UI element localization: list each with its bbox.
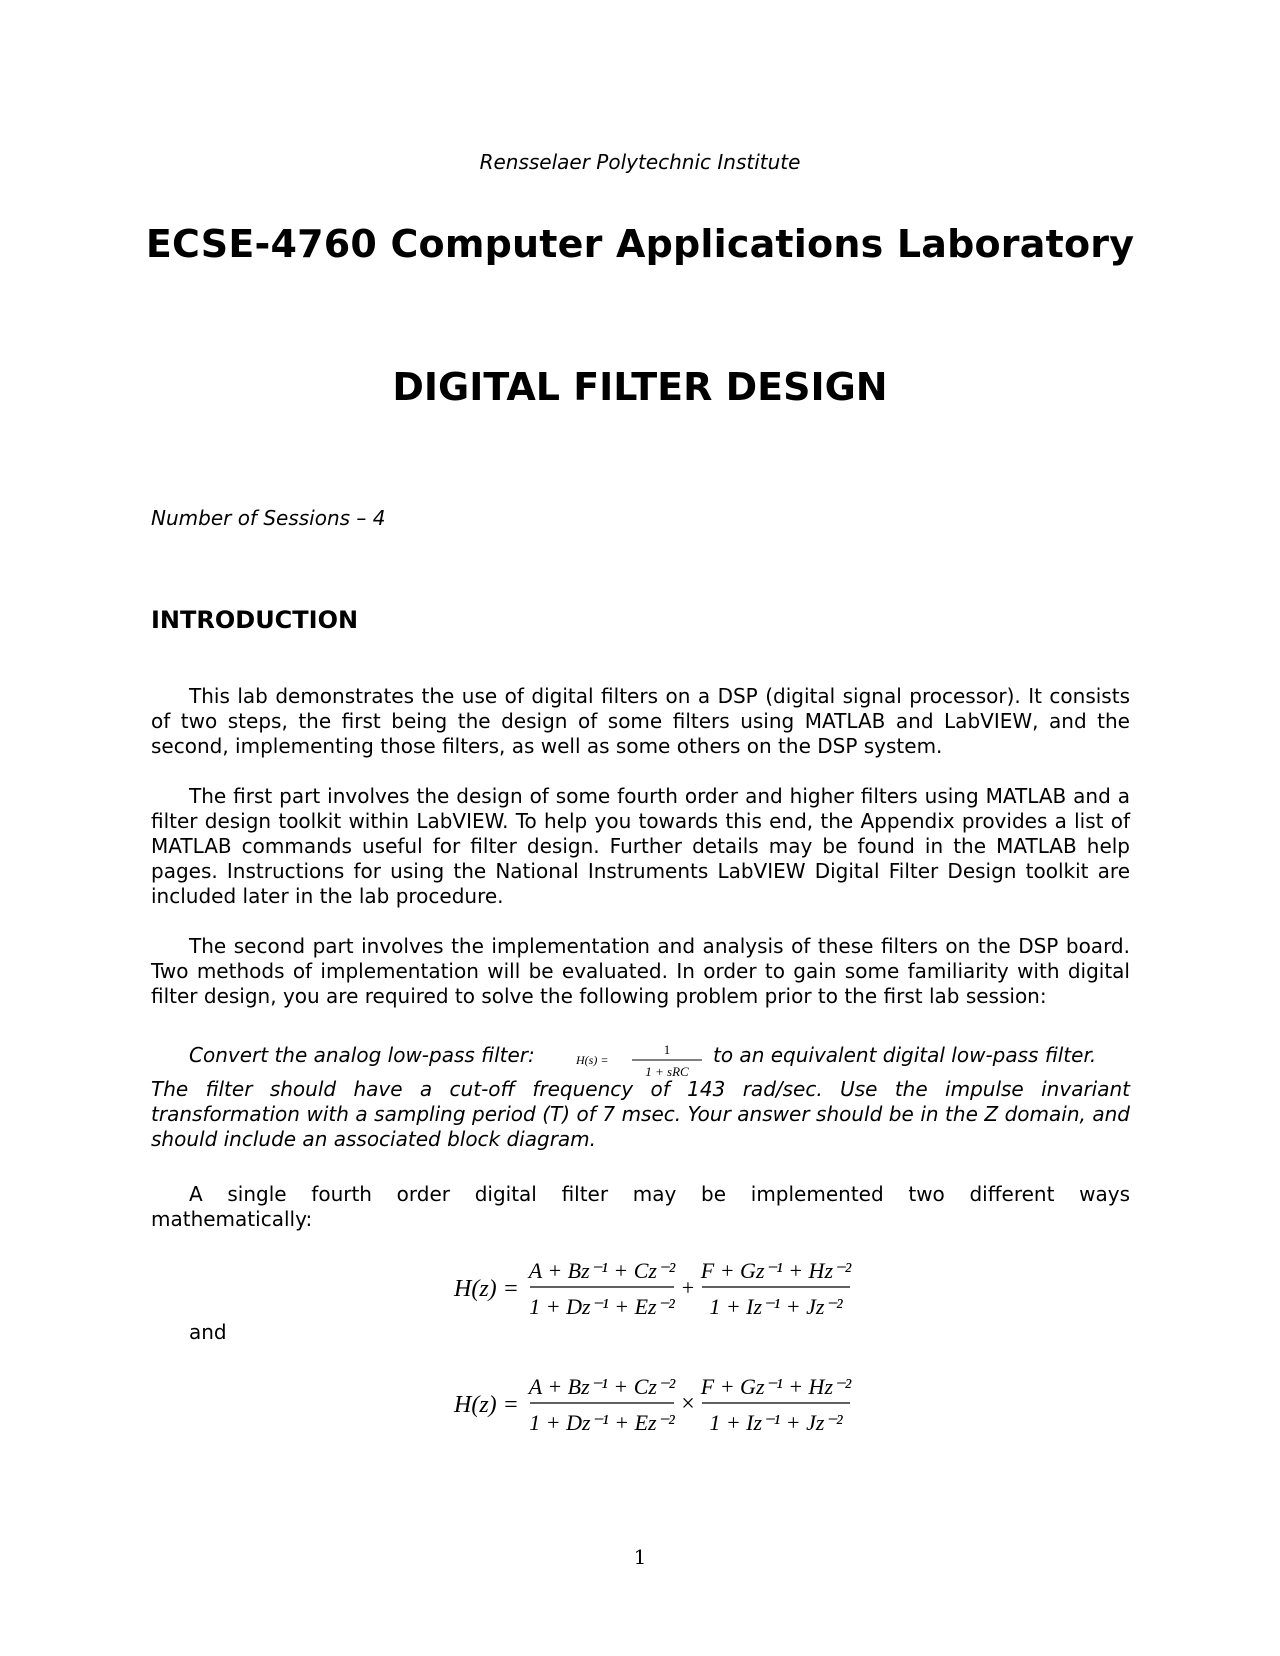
product-operator: × <box>681 1391 695 1417</box>
analog-filter-denominator: 1 + sRC <box>645 1064 689 1079</box>
problem-statement-end: to an equivalent digital low-pass filter. <box>713 1043 1097 1067</box>
numerator-1: A + Bz⁻¹ + Cz⁻² <box>528 1374 676 1399</box>
intro-paragraph-1: This lab demonstrates the use of digital filters on a DSP (digital signal processor). It consists of two steps, the first being the design of some filters using MATLAB and LabVIEW, and the second, implementing those filters, as well as some others on the DSP system. <box>151 684 1130 758</box>
analog-filter-numerator: 1 <box>663 1042 671 1057</box>
course-title: ECSE-4760 Computer Applications Laboratory <box>145 222 1135 266</box>
intro-paragraph-2: The first part involves the design of some fourth order and higher filters using MATLAB and a filter design toolkit within LabVIEW. To help you towards this end, the Appendix provides a list of MATLAB commands useful for filter design. Further details may be found in the MATLAB help pages. Instructions for using the National Instruments LabVIEW Digital Filter Design toolkit are included later in the lab procedure. <box>151 784 1130 908</box>
denominator-1: 1 + Dz⁻¹ + Ez⁻² <box>529 1410 675 1435</box>
equation-lhs: H(z) = <box>454 1392 519 1418</box>
numerator-1: A + Bz⁻¹ + Cz⁻² <box>528 1258 676 1283</box>
number-of-sessions: Number of Sessions – 4 <box>151 506 386 530</box>
analog-filter-lhs: H(s) = <box>576 1053 609 1067</box>
intro-paragraph-5: A single fourth order digital filter may be implemented two different ways <box>189 1182 1130 1206</box>
and-word: and <box>189 1320 227 1344</box>
problem-statement-rest: The filter should have a cut-off frequency of 143 rad/sec. Use the impulse invariant transformation with a sampling period (T) of 7 msec. Your answer should be in the Z domain, and should include an associated block diagram. <box>151 1077 1130 1151</box>
numerator-2: F + Gz⁻¹ + Hz⁻² <box>700 1258 852 1283</box>
intro-paragraph-5-continued: mathematically: <box>151 1207 313 1231</box>
denominator-1: 1 + Dz⁻¹ + Ez⁻² <box>529 1294 675 1319</box>
sum-operator: + <box>681 1275 695 1300</box>
denominator-2: 1 + Iz⁻¹ + Jz⁻² <box>709 1410 843 1435</box>
equation-lhs: H(z) = <box>454 1276 519 1302</box>
document-title: DIGITAL FILTER DESIGN <box>392 365 888 409</box>
institution-name: Rensselaer Polytechnic Institute <box>479 150 801 174</box>
cascade-form-equation <box>450 1364 870 1444</box>
analog-filter-equation <box>574 1038 704 1082</box>
section-heading-introduction: INTRODUCTION <box>151 606 359 634</box>
page-number: 1 <box>633 1545 647 1569</box>
intro-paragraph-3: The second part involves the implementation and analysis of these filters on the DSP board. Two methods of implementation will be evaluated. In order to gain some familiarity with digital filter design, you are required to solve the following problem prior to the first lab session: <box>151 934 1130 1008</box>
parallel-form-equation <box>450 1248 870 1328</box>
numerator-2: F + Gz⁻¹ + Hz⁻² <box>700 1374 852 1399</box>
denominator-2: 1 + Iz⁻¹ + Jz⁻² <box>709 1294 843 1319</box>
problem-statement-start: Convert the analog low-pass filter: <box>189 1043 535 1067</box>
